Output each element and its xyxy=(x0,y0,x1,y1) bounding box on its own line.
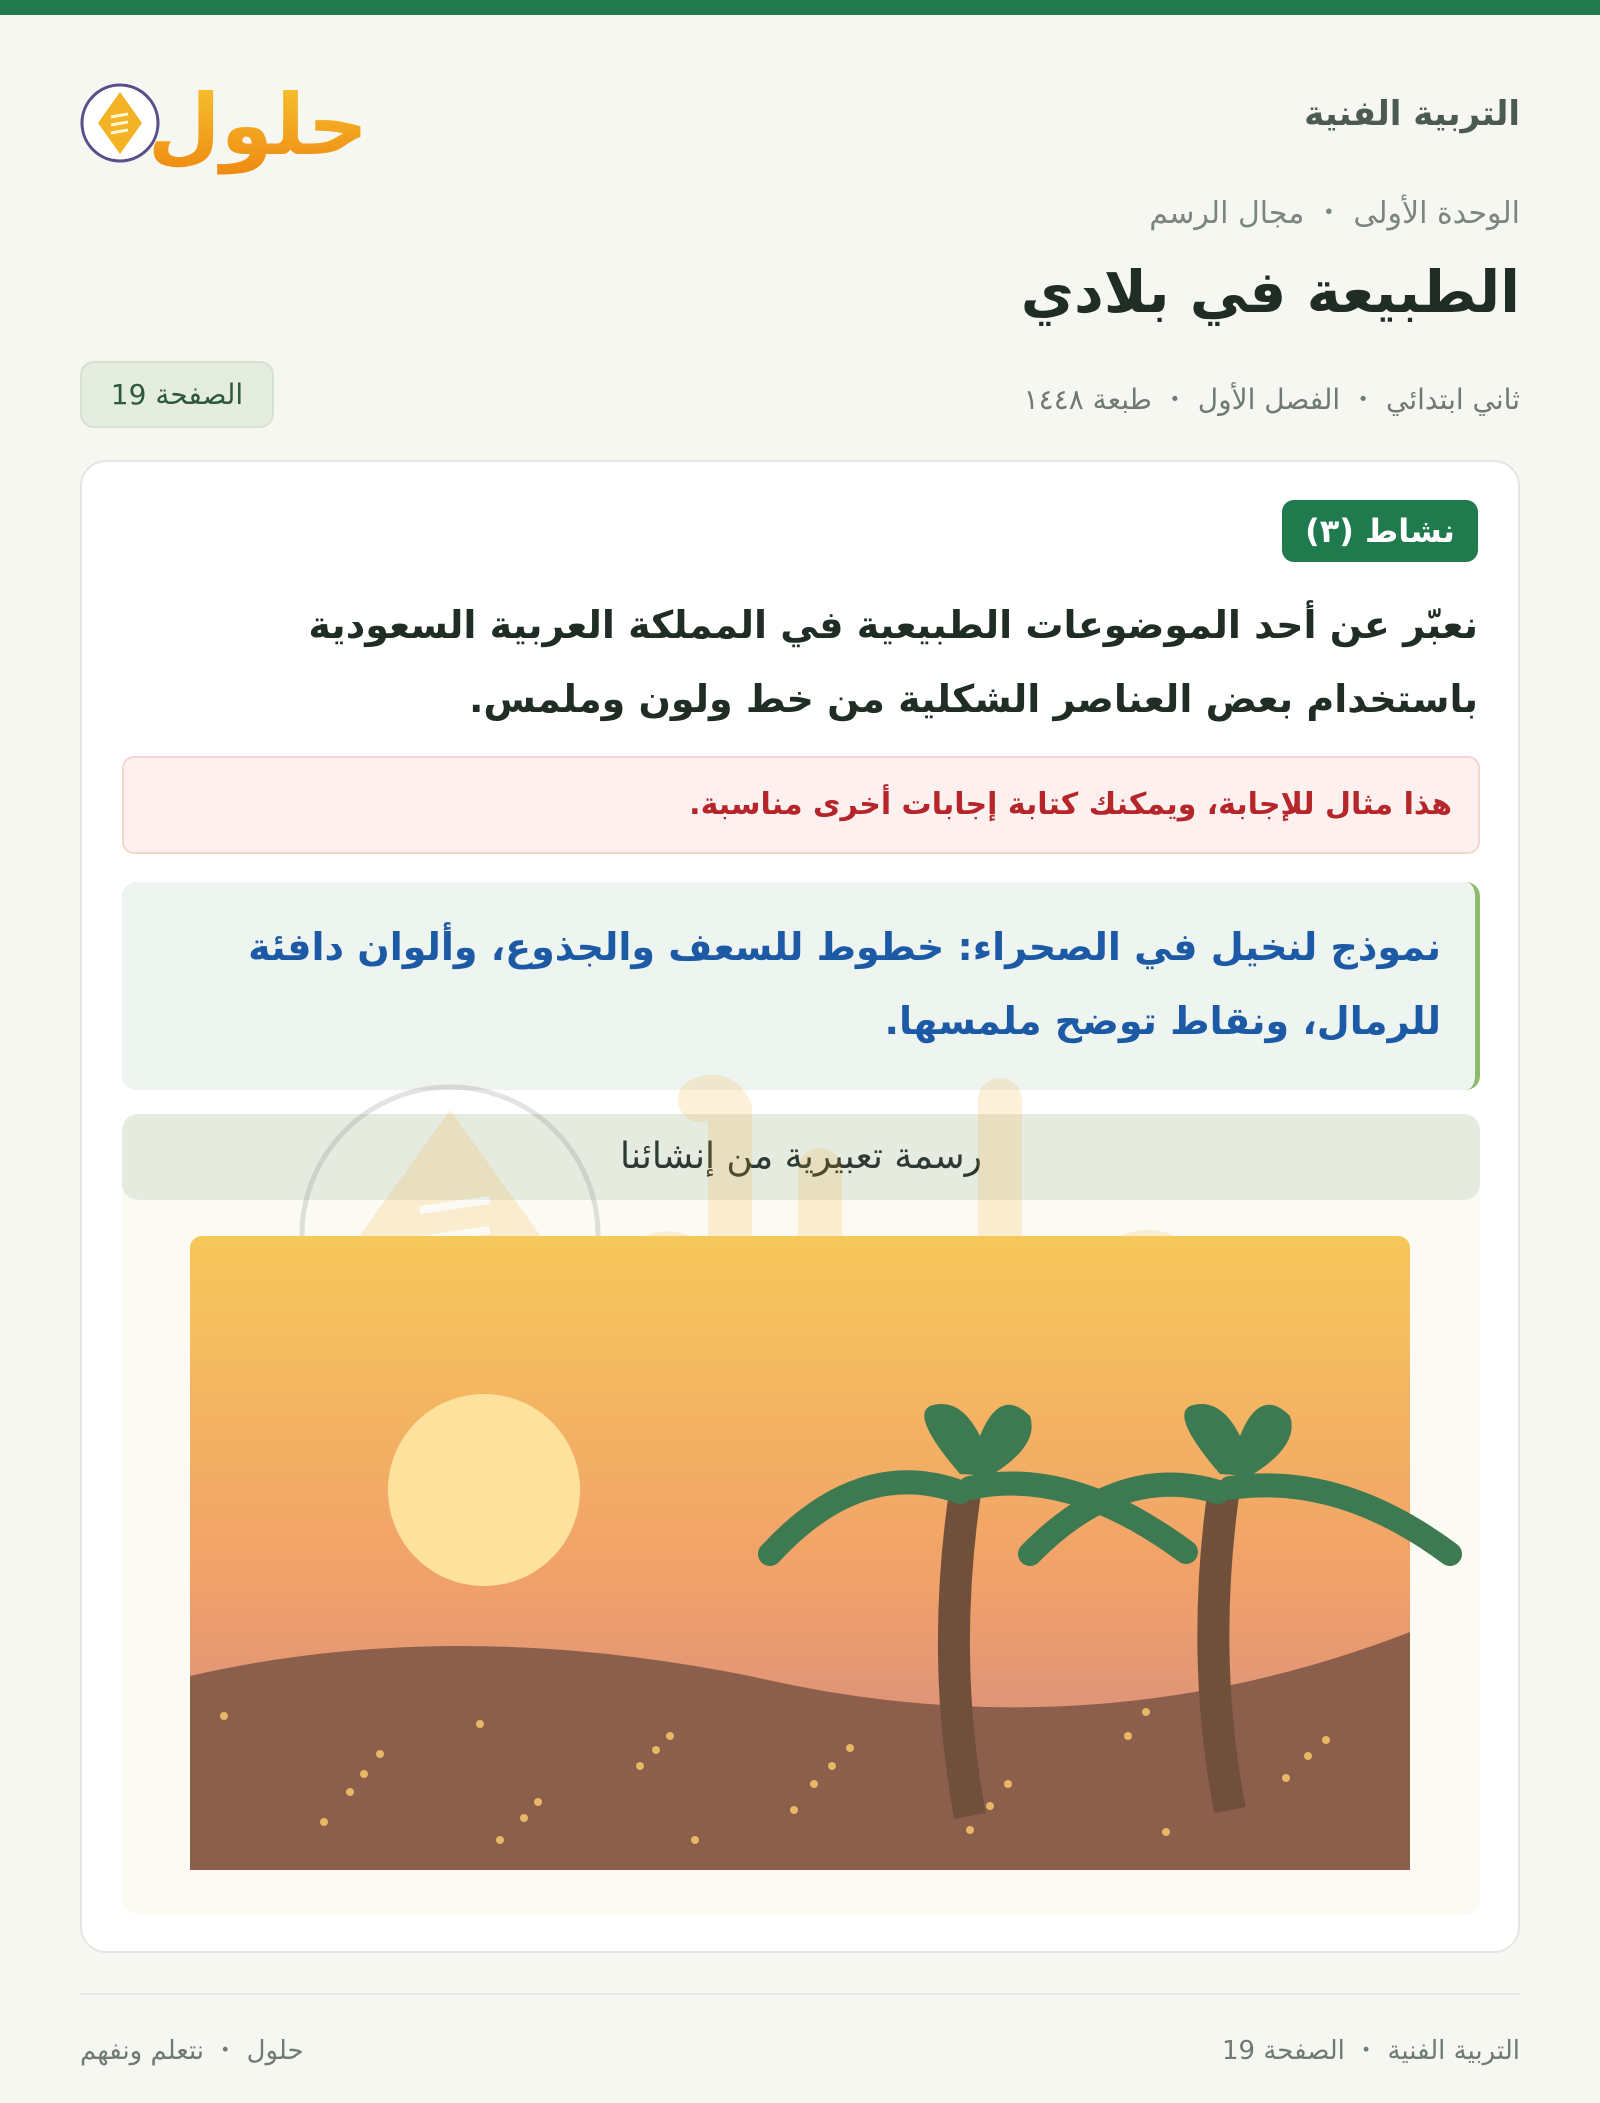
grade-meta: ثاني ابتدائي ・ الفصل الأول ・ طبعة ١٤٤٨ xyxy=(1023,383,1520,416)
footer-brand: حلول ・ نتعلم ونفهم xyxy=(80,2036,304,2066)
hulul-logo xyxy=(80,62,369,192)
sun xyxy=(388,1394,580,1586)
subject-title: التربية الفنية xyxy=(1304,94,1520,134)
footer-page-info: التربية الفنية ・ الصفحة 19 xyxy=(1221,2036,1520,2066)
page-title: الطبيعة في بلادي xyxy=(1020,258,1520,326)
model-answer: نموذج لنخيل في الصحراء: خطوط للسعف والجذوع، وألوان دافئة للرمال، ونقاط توضح ملمسها. xyxy=(122,882,1480,1090)
footer-divider xyxy=(80,1993,1520,1995)
drawing-caption: رسمة تعبيرية من إنشائنا xyxy=(122,1114,1480,1200)
activity-badge: نشاط (٣) xyxy=(1282,500,1478,562)
activity-question: نعبّر عن أحد الموضوعات الطبيعية في المملكة العربية السعودية باستخدام بعض العناصر الشكلية من خط ولون وملمس. xyxy=(308,603,1478,721)
example-note: هذا مثال للإجابة، ويمكنك كتابة إجابات أخرى مناسبة. xyxy=(122,756,1480,854)
top-accent-bar xyxy=(0,0,1600,15)
page-number-badge: الصفحة 19 xyxy=(80,361,274,428)
logo-wordmark: حلول xyxy=(147,76,369,174)
page-header xyxy=(80,62,1520,192)
desert-palm-drawing xyxy=(190,1236,1410,1870)
unit-subtitle: الوحدة الأولى ・ مجال الرسم xyxy=(1149,196,1520,231)
